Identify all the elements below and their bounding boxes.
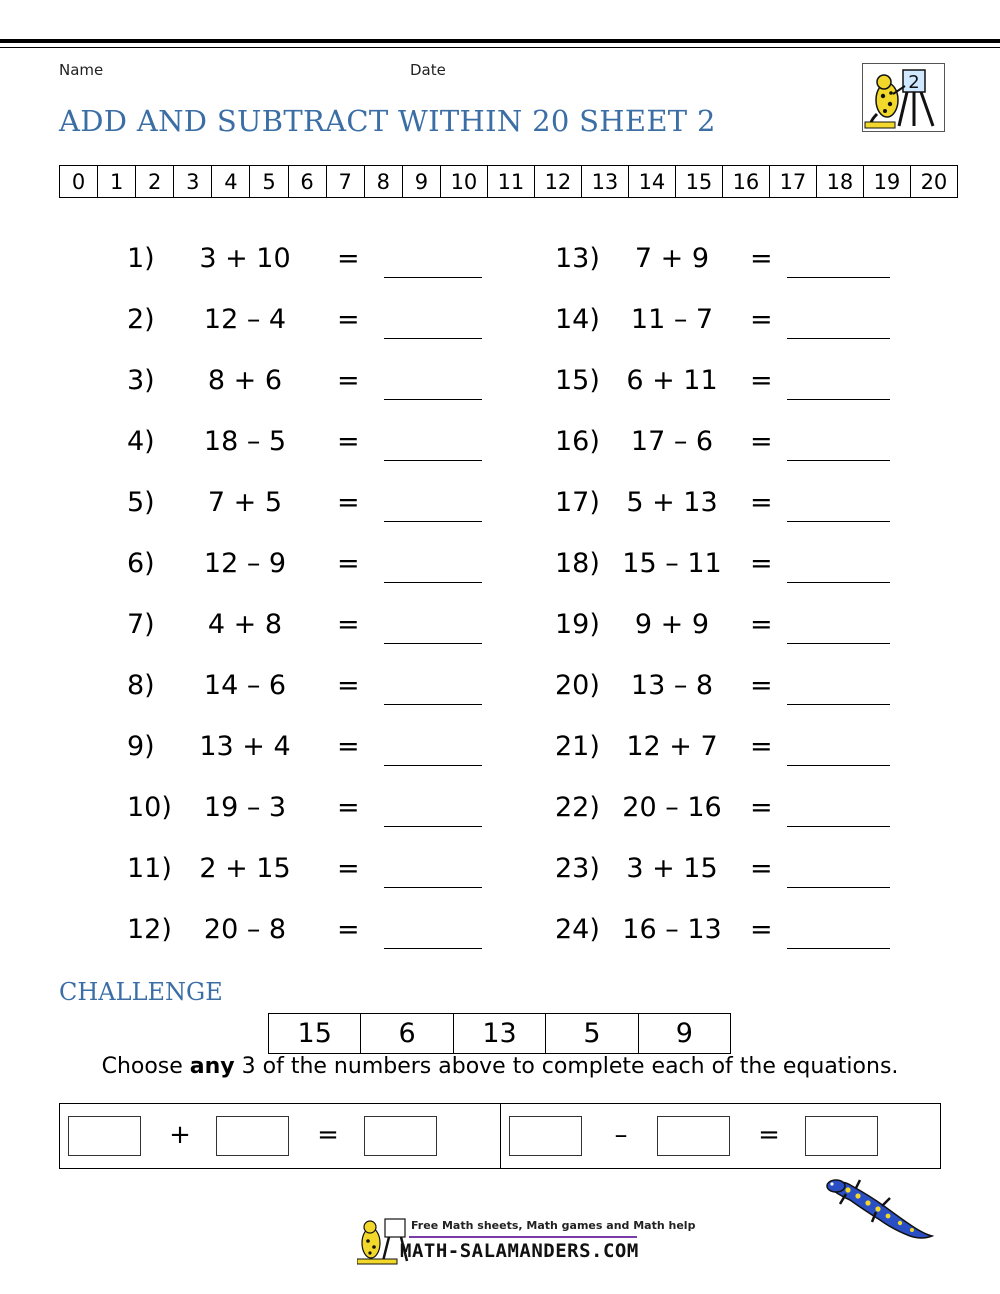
answer-blank[interactable]: [384, 704, 482, 705]
answer-blank[interactable]: [787, 338, 890, 339]
question-expression: 11 – 7: [630, 304, 714, 335]
question-number: 4): [127, 426, 155, 457]
answer-blank[interactable]: [384, 460, 482, 461]
equals-sign: =: [337, 670, 360, 701]
number-line-cell: 2: [135, 166, 173, 197]
answer-blank[interactable]: [384, 826, 482, 827]
equals-sign: =: [337, 426, 360, 457]
challenge-equations-box: [59, 1103, 941, 1169]
equations-divider: [500, 1104, 501, 1168]
question-row: [555, 849, 895, 889]
question-number: 22): [555, 792, 600, 823]
challenge-number-choices: [268, 1013, 731, 1054]
equals-sign: =: [337, 853, 360, 884]
answer-box-1[interactable]: [68, 1116, 141, 1156]
equals-sign: =: [337, 365, 360, 396]
answer-blank[interactable]: [787, 582, 890, 583]
number-line-cell: 14: [628, 166, 675, 197]
question-expression: 8 + 6: [207, 365, 283, 396]
answer-blank[interactable]: [787, 765, 890, 766]
answer-blank[interactable]: [384, 765, 482, 766]
question-number: 17): [555, 487, 600, 518]
question-expression: 20 – 16: [622, 792, 722, 823]
plus-sign: +: [169, 1120, 191, 1150]
equals-sign: =: [750, 670, 773, 701]
question-expression: 15 – 11: [622, 548, 722, 579]
question-number: 6): [127, 548, 155, 579]
number-line-cell: 1: [97, 166, 135, 197]
equals-sign: =: [750, 304, 773, 335]
equals-sign: =: [750, 243, 773, 274]
answer-box-3[interactable]: [364, 1116, 437, 1156]
question-expression: 12 – 4: [203, 304, 287, 335]
question-number: 20): [555, 670, 600, 701]
question-row: [127, 483, 487, 523]
instruction-bold: any: [189, 1054, 235, 1079]
question-expression: 20 – 8: [203, 914, 287, 945]
choice-number: 6: [360, 1014, 452, 1053]
number-line-cell: 13: [581, 166, 628, 197]
equals-sign: =: [750, 853, 773, 884]
equals-sign: =: [337, 487, 360, 518]
number-line-cell: 4: [211, 166, 249, 197]
question-number: 11): [127, 853, 172, 884]
question-row: [127, 239, 487, 279]
question-number: 8): [127, 670, 155, 701]
question-row: [127, 361, 487, 401]
equals-sign: =: [337, 548, 360, 579]
question-row: [555, 483, 895, 523]
equals-sign: =: [337, 243, 360, 274]
number-line-cell: 18: [816, 166, 863, 197]
choice-number: 9: [638, 1014, 730, 1053]
question-expression: 14 – 6: [203, 670, 287, 701]
answer-blank[interactable]: [384, 948, 482, 949]
question-number: 2): [127, 304, 155, 335]
answer-blank[interactable]: [787, 460, 890, 461]
equals-sign: =: [750, 365, 773, 396]
question-number: 3): [127, 365, 155, 396]
blue-salamander-icon: [822, 1176, 934, 1244]
worksheet-title: ADD AND SUBTRACT WITHIN 20 SHEET 2: [59, 104, 716, 138]
question-number: 13): [555, 243, 600, 274]
answer-blank[interactable]: [787, 521, 890, 522]
question-row: [127, 910, 487, 950]
name-label: Name: [59, 61, 104, 79]
number-line-cell: 3: [173, 166, 211, 197]
number-line-0-20: [59, 165, 958, 198]
logo-badge-text: 2: [908, 72, 920, 93]
answer-blank[interactable]: [384, 643, 482, 644]
answer-box-6[interactable]: [805, 1116, 878, 1156]
number-line-cell: 12: [534, 166, 581, 197]
choice-number: 5: [545, 1014, 637, 1053]
question-row: [555, 239, 895, 279]
equals-sign: =: [750, 426, 773, 457]
question-number: 10): [127, 792, 172, 823]
answer-blank[interactable]: [787, 948, 890, 949]
question-expression: 13 + 4: [199, 731, 291, 762]
question-row: [127, 727, 487, 767]
question-expression: 3 + 15: [626, 853, 718, 884]
question-row: [555, 422, 895, 462]
question-expression: 5 + 13: [626, 487, 718, 518]
answer-blank[interactable]: [384, 887, 482, 888]
question-expression: 12 – 9: [203, 548, 287, 579]
equals-sign: =: [758, 1120, 780, 1150]
question-row: [127, 666, 487, 706]
answer-blank[interactable]: [787, 887, 890, 888]
question-expression: 18 – 5: [203, 426, 287, 457]
equals-sign: =: [337, 731, 360, 762]
question-row: [127, 300, 487, 340]
question-row: [555, 361, 895, 401]
question-row: [555, 727, 895, 767]
equals-sign: =: [337, 914, 360, 945]
number-line-cell: 5: [249, 166, 287, 197]
choice-number: 15: [297, 1018, 332, 1049]
number-line-cell: 17: [769, 166, 816, 197]
answer-blank[interactable]: [787, 399, 890, 400]
answer-blank[interactable]: [787, 826, 890, 827]
equals-sign: =: [750, 548, 773, 579]
challenge-instruction: [0, 1054, 1000, 1079]
instruction-pre: Choose: [101, 1054, 190, 1079]
equals-sign: =: [750, 792, 773, 823]
date-label: Date: [410, 61, 446, 79]
salamander-teacher-icon: [863, 64, 944, 131]
question-row: [555, 788, 895, 828]
question-expression: 4 + 8: [207, 609, 283, 640]
top-rule-thick: [0, 39, 1000, 43]
question-row: [127, 422, 487, 462]
footer-divider: [409, 1236, 637, 1238]
number-line-cell: 9: [402, 166, 440, 197]
footer-brand[interactable]: MATH-SALAMANDERS.COM: [400, 1240, 639, 1262]
question-expression: 7 + 5: [207, 487, 283, 518]
question-expression: 19 – 3: [203, 792, 287, 823]
number-line-cell: 0: [71, 169, 86, 194]
answer-blank[interactable]: [787, 643, 890, 644]
answer-blank[interactable]: [384, 338, 482, 339]
question-row: [555, 666, 895, 706]
question-row: [127, 849, 487, 889]
minus-sign: –: [614, 1120, 628, 1150]
top-rule-thin: [0, 47, 1000, 48]
number-line-cell: 11: [487, 166, 534, 197]
question-number: 12): [127, 914, 172, 945]
equals-sign: =: [750, 609, 773, 640]
question-number: 16): [555, 426, 600, 457]
question-number: 15): [555, 365, 600, 396]
number-line-cell: 15: [675, 166, 722, 197]
question-expression: 7 + 9: [634, 243, 710, 274]
question-expression: 6 + 11: [626, 365, 718, 396]
math-salamanders-logo: [862, 63, 945, 132]
answer-blank[interactable]: [384, 521, 482, 522]
number-line-cell: 7: [326, 166, 364, 197]
question-expression: 9 + 9: [634, 609, 710, 640]
question-row: [555, 605, 895, 645]
question-number: 23): [555, 853, 600, 884]
question-expression: 2 + 15: [199, 853, 291, 884]
question-number: 18): [555, 548, 600, 579]
number-line-cell: 6: [288, 166, 326, 197]
question-expression: 16 – 13: [622, 914, 722, 945]
equals-sign: =: [750, 731, 773, 762]
number-line-cell: 16: [722, 166, 769, 197]
choice-number: 13: [453, 1014, 545, 1053]
question-row: [127, 788, 487, 828]
equals-sign: =: [337, 304, 360, 335]
question-expression: 12 + 7: [626, 731, 718, 762]
question-number: 1): [127, 243, 155, 274]
challenge-title: CHALLENGE: [59, 978, 223, 1006]
number-line-cell: 20: [910, 166, 957, 197]
instruction-post: 3 of the numbers above to complete each of the equations.: [234, 1054, 899, 1079]
answer-box-5[interactable]: [657, 1116, 730, 1156]
answer-box-2[interactable]: [216, 1116, 289, 1156]
equals-sign: =: [337, 792, 360, 823]
equals-sign: =: [750, 914, 773, 945]
question-row: [127, 544, 487, 584]
answer-blank[interactable]: [787, 277, 890, 278]
question-number: 5): [127, 487, 155, 518]
equals-sign: =: [337, 609, 360, 640]
question-expression: 17 – 6: [630, 426, 714, 457]
question-expression: 3 + 10: [199, 243, 291, 274]
question-number: 21): [555, 731, 600, 762]
number-line-cell: 8: [364, 166, 402, 197]
question-row: [127, 605, 487, 645]
question-number: 7): [127, 609, 155, 640]
answer-blank[interactable]: [787, 704, 890, 705]
question-number: 24): [555, 914, 600, 945]
number-line-cell: 19: [863, 166, 910, 197]
question-number: 19): [555, 609, 600, 640]
question-number: 14): [555, 304, 600, 335]
answer-blank[interactable]: [384, 582, 482, 583]
equals-sign: =: [317, 1120, 339, 1150]
number-line-cell: 10: [440, 166, 487, 197]
answer-blank[interactable]: [384, 277, 482, 278]
question-row: [555, 300, 895, 340]
question-row: [555, 910, 895, 950]
footer-tagline: Free Math sheets, Math games and Math help: [411, 1219, 696, 1232]
question-number: 9): [127, 731, 155, 762]
answer-blank[interactable]: [384, 399, 482, 400]
question-row: [555, 544, 895, 584]
question-expression: 13 – 8: [630, 670, 714, 701]
equals-sign: =: [750, 487, 773, 518]
answer-box-4[interactable]: [509, 1116, 582, 1156]
